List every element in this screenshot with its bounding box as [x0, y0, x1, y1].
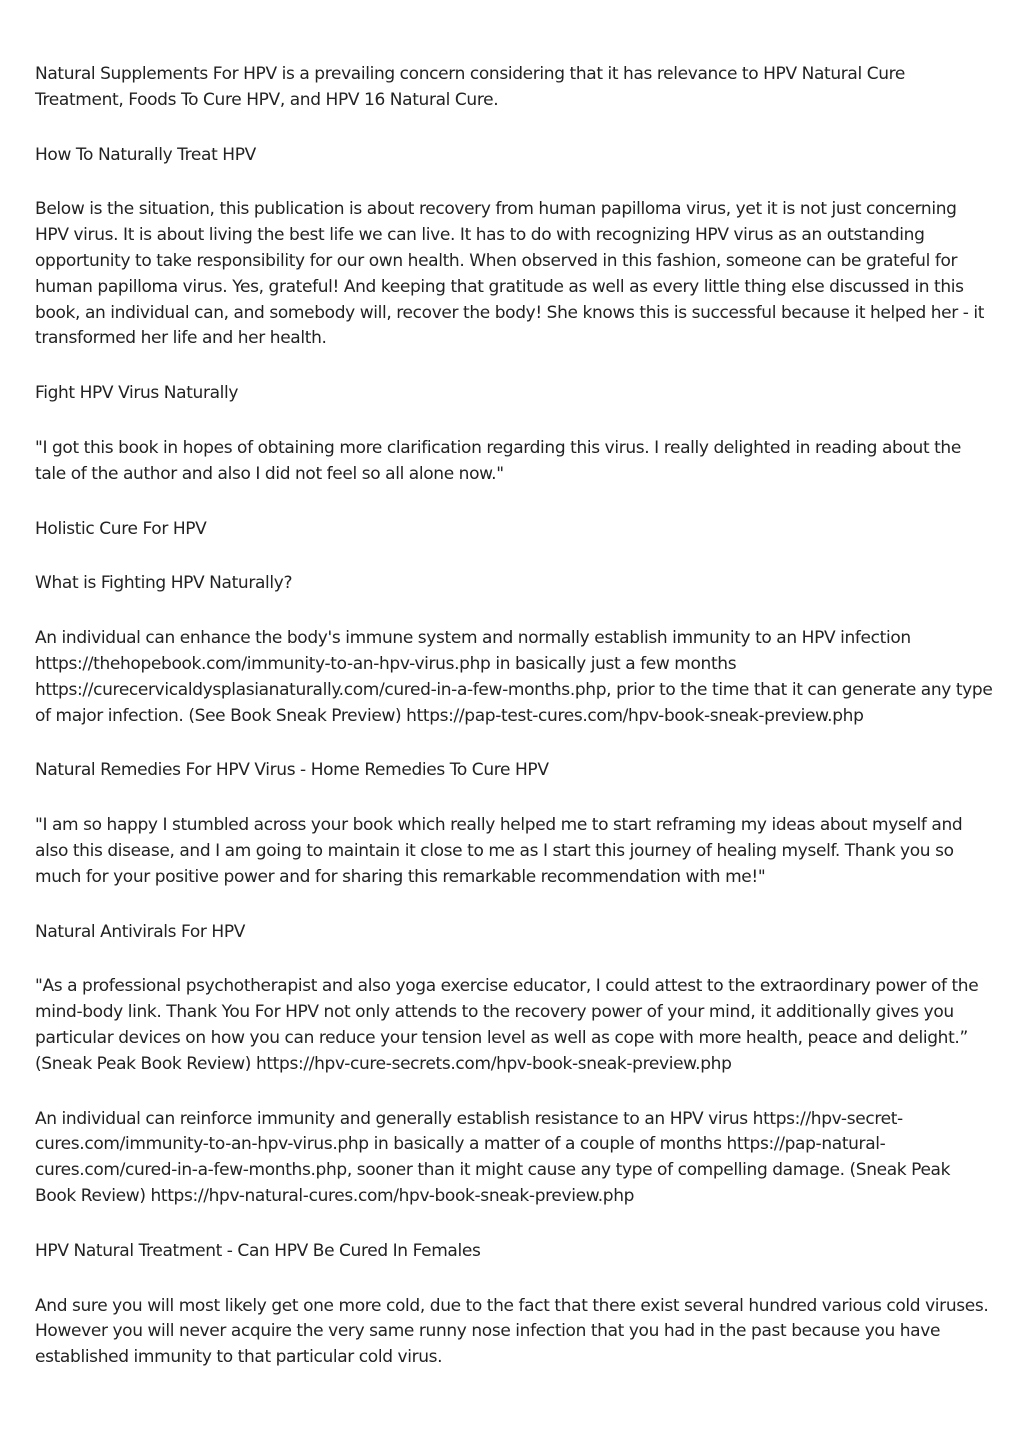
heading-holistic-cure-for-hpv: Holistic Cure For HPV — [35, 518, 207, 539]
heading-hpv-natural-treatment: HPV Natural Treatment - Can HPV Be Cured In Females — [35, 1240, 481, 1261]
heading-how-to-naturally-treat-hpv: How To Naturally Treat HPV — [35, 144, 256, 165]
testimonial-quote-1: "I got this book in hopes of obtaining more clarification regarding this virus. I really delighted in reading about the tale of the author and also I did not feel so all alone now." — [35, 437, 961, 484]
immunity-paragraph-1: An individual can enhance the body's immune system and normally establish immunity to an HPV infection https://thehopebook.com/immunity-to-an-hpv-virus.php in basically just a few months https://curecervicaldysplasianaturally.com/cured-in-a-few-months.php, prior to the time that it can generate any type of major infection. (See Book Sneak Preview) https://pap-test-cures.com/hpv-book-sneak-preview.php — [35, 628, 993, 726]
immunity-paragraph-2: An individual can reinforce immunity and generally establish resistance to an HPV virus https://hpv-secret-cures.com/immunity-to-an-hpv-virus.php in basically a matter of a couple of months https://pap-natural-cures.com/cured-in-a-few-months.php, sooner than it might cause any type of compelling damage. (Sneak Peak Book Review) https://hpv-natural-cures.com/hpv-book-sneak-preview.php — [35, 1108, 951, 1206]
heading-fight-hpv-virus-naturally: Fight HPV Virus Naturally — [35, 383, 239, 404]
cold-virus-paragraph: And sure you will most likely get one more cold, due to the fact that there exist several hundred various cold viruses. However you will never acquire the very same runny nose infection that you had in the past because you have established immunity to that particular cold virus. — [35, 1295, 989, 1368]
testimonial-quote-2: "I am so happy I stumbled across your book which really helped me to start reframing my ideas about myself and also this disease, and I am going to maintain it close to me as I start this journey of healing myself. Thank you so much for your positive power and for sharing this remarkable recommendation with me!" — [35, 815, 963, 887]
heading-what-is-fighting-hpv-naturally: What is Fighting HPV Naturally? — [35, 573, 293, 594]
intro-paragraph: Natural Supplements For HPV is a prevailing concern considering that it has relevance to HPV Natural Cure Treatment, Foods To Cure HPV, and HPV 16 Natural Cure. — [35, 64, 906, 110]
publication-description-paragraph: Below is the situation, this publication is about recovery from human papilloma virus, yet it is not just concerning HPV virus. It is about living the best life we can live. It has to do with recognizing HPV virus as an outstanding opportunity to take responsibility for our own health. When observed in this fashion, someone can be grateful for human papilloma virus. Yes, grateful! And keeping that gratitude as well as every little thing else discussed in this book, an individual can, and somebody will, recover the body! She knows this is successful because it helped her - it transformed her life and her health. — [35, 199, 985, 349]
heading-natural-antivirals-for-hpv: Natural Antivirals For HPV — [35, 921, 246, 942]
testimonial-quote-3: "As a professional psychotherapist and also yoga exercise educator, I could attest to the extraordinary power of the mind-body link. Thank You For HPV not only attends to the recovery power of your mind, it additionally gives you particular devices on how you can reduce your tension level as well as cope with more health, peace and delight.” (Sneak Peak Book Review) https://hpv-cure-secrets.com/hpv-book-sneak-preview.php — [35, 976, 979, 1074]
heading-natural-remedies-for-hpv-virus: Natural Remedies For HPV Virus - Home Remedies To Cure HPV — [35, 760, 549, 781]
document-body — [35, 62, 993, 1400]
